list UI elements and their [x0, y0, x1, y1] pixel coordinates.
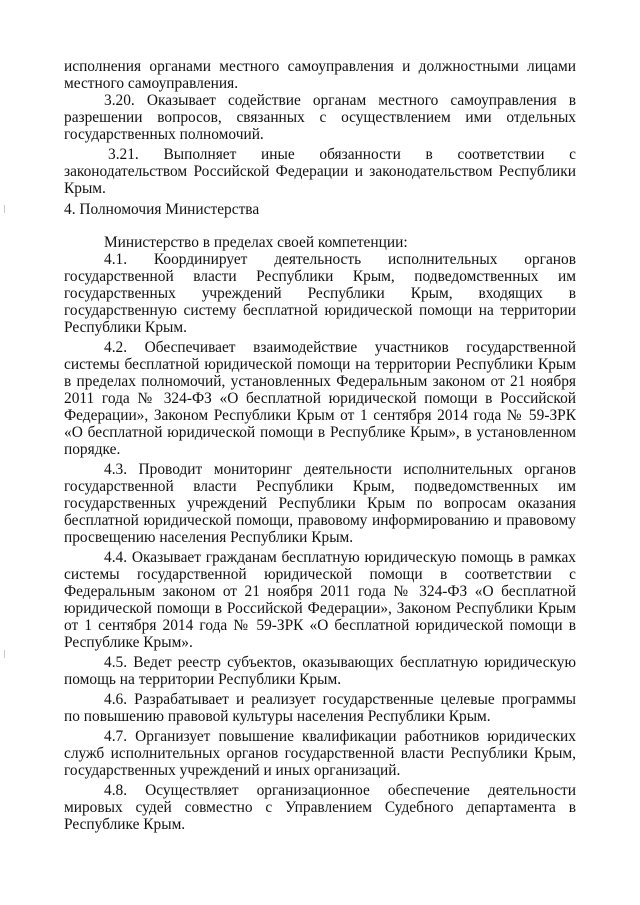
- paragraph-4-8: 4.8. Осуществляет организационное обеспечение деятельности мировых судей совместно с Управлением Судебного департамента в Республике Крым.: [64, 782, 576, 833]
- paragraph-4-1: 4.1. Координирует деятельность исполнительных органов государственной власти Республики Крым, подведомственных им государственных учреждений Республики Крым, входящих в государственную систему бесплатной юридической помощи на территории Республики Крым.: [64, 251, 576, 336]
- paragraph-3-20: 3.20. Оказывает содействие органам местного самоуправления в разрешении вопросов, связанных с осуществлением ими отдельных государственных полномочий.: [64, 92, 576, 143]
- paragraph-4-4: 4.4. Оказывает гражданам бесплатную юридическую помощь в рамках системы государственной юридической помощи в соответствии с Федеральным законом от 21 ноября 2011 года № 324-ФЗ «О бесплатной юридической помощи в Российской Федерации», Законом Республики Крым от 1 сентября 2014 года № 59-ЗРК «О бесплатной юридической помощи в Республике Крым».: [64, 549, 576, 651]
- paragraph-3-21: 3.21. Выполняет иные обязанности в соответствии с законодательством Российской Федерации и законодательством Республики Крым.: [64, 146, 576, 197]
- section-heading: 4. Полномочия Министерства: [64, 201, 260, 218]
- paragraph-continuation: исполнения органами местного самоуправления и должностными лицами местного самоуправления.: [64, 58, 576, 92]
- paragraph-4-6: 4.6. Разрабатывает и реализует государственные целевые программы по повышению правовой культуры населения Республики Крым.: [64, 691, 576, 725]
- margin-mark: [4, 650, 5, 658]
- margin-mark: [4, 205, 5, 213]
- paragraph-4-2: 4.2. Обеспечивает взаимодействие участников государственной системы бесплатной юридической помощи на территории Республики Крым в пределах полномочий, установленных Федеральным законом от 21 ноября 2011 года № 324-ФЗ «О бесплатной юридической помощи в Российской Федерации», Законом Республики Крым от 1 сентября 2014 года № 59-ЗРК «О бесплатной юридической помощи в Республике Крым», в установленном порядке.: [64, 339, 576, 458]
- paragraph-4-5: 4.5. Ведет реестр субъектов, оказывающих бесплатную юридическую помощь на территории Республики Крым.: [64, 654, 576, 688]
- paragraph-4-7: 4.7. Организует повышение квалификации работников юридических служб исполнительных органов государственной власти Республики Крым, государственных учреждений и иных организаций.: [64, 728, 576, 779]
- paragraph-4-3: 4.3. Проводит мониторинг деятельности исполнительных органов государственной власти Республики Крым, подведомственных им государственных учреждений Республики Крым по вопросам оказания бесплатной юридической помощи, правовому информированию и правовому просвещению населения Республики Крым.: [64, 461, 576, 546]
- document-body: [64, 58, 576, 833]
- section-intro: Министерство в пределах своей компетенции:: [104, 234, 408, 251]
